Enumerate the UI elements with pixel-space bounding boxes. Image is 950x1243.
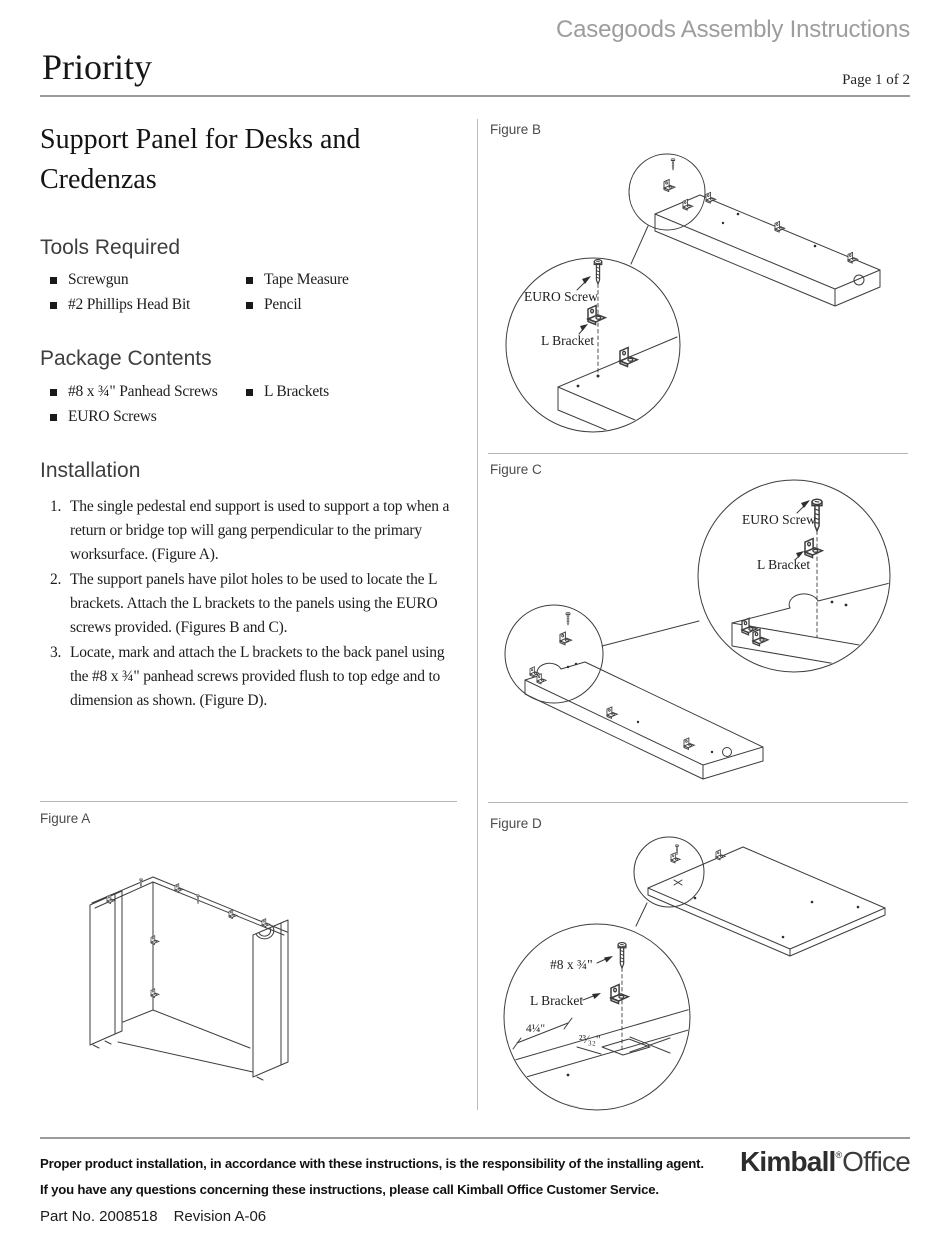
figure-c-drawing xyxy=(480,455,910,800)
revision: Revision A-06 xyxy=(173,1208,267,1225)
installation-step xyxy=(50,641,450,713)
dimension-major-label: 4¼" xyxy=(526,1023,546,1035)
step-number: 2. xyxy=(50,571,62,588)
figure-b-drawing xyxy=(480,118,910,450)
l-bracket-icon xyxy=(805,539,822,558)
dimension-minor-label: ²³⁄₃₂" xyxy=(579,1034,601,1046)
list-item-label: Tape Measure xyxy=(264,271,349,288)
figure-d-label: Figure D xyxy=(490,816,542,831)
logo-primary: Kimball xyxy=(740,1146,836,1177)
installation-step xyxy=(50,568,450,640)
list-item-label: Screwgun xyxy=(68,271,129,288)
part-number: Part No. 2008518 xyxy=(40,1208,158,1225)
list-item xyxy=(50,296,246,314)
detail-circle xyxy=(505,605,603,703)
figure-d-drawing xyxy=(480,810,910,1125)
square-bullet-icon xyxy=(50,277,57,284)
tools-required-list xyxy=(50,271,349,314)
square-bullet-icon xyxy=(50,389,57,396)
step-number: 3. xyxy=(50,644,62,661)
detail-circle xyxy=(698,480,890,672)
installation-step xyxy=(50,495,450,567)
euro-screw-icon xyxy=(566,612,570,625)
l-bracket-icon xyxy=(706,192,716,203)
part-number-line xyxy=(40,1208,266,1225)
panhead-screw-icon xyxy=(675,844,678,855)
screw-size-label: #8 x ¾" xyxy=(550,957,593,972)
list-item xyxy=(50,408,246,426)
screw-icon xyxy=(197,894,200,904)
registered-mark-icon: ® xyxy=(835,1150,843,1160)
l-bracket-icon xyxy=(560,632,572,645)
tools-required-heading: Tools Required xyxy=(40,236,181,259)
figure-b-label: Figure B xyxy=(490,122,542,137)
l-bracket-icon xyxy=(151,936,159,945)
l-bracket-icon xyxy=(151,989,159,998)
l-bracket-label: L Bracket xyxy=(541,333,595,348)
list-item-label: #8 x ¾" Panhead Screws xyxy=(68,383,218,400)
package-contents-list xyxy=(50,383,329,426)
euro-screw-icon xyxy=(671,158,675,170)
column-divider xyxy=(477,119,478,1110)
header-rule xyxy=(40,95,910,97)
figure-c-rule xyxy=(488,453,908,454)
l-bracket-icon xyxy=(262,919,270,928)
l-bracket-icon xyxy=(175,884,183,893)
l-bracket-icon xyxy=(620,348,637,367)
product-line-title: Priority xyxy=(42,47,153,87)
l-bracket-icon xyxy=(683,199,693,210)
l-bracket-icon xyxy=(684,738,694,749)
square-bullet-icon xyxy=(246,277,253,284)
l-bracket-icon xyxy=(588,306,605,325)
list-item xyxy=(246,383,329,401)
list-item xyxy=(246,296,349,314)
figure-d-rule xyxy=(488,802,908,803)
euro-screw-icon xyxy=(594,260,602,284)
l-bracket-label: L Bracket xyxy=(757,557,811,572)
l-bracket-label: L Bracket xyxy=(530,993,584,1008)
square-bullet-icon xyxy=(50,414,57,421)
footer-disclaimer xyxy=(40,1151,704,1203)
document-type-title: Casegoods Assembly Instructions xyxy=(556,16,910,43)
page-number: Page 1 of 2 xyxy=(842,72,910,88)
step-text: The single pedestal end support is used to support a top when a return or bridge top will gang perpendicular to the primary worksurface. (Figure A). xyxy=(70,498,450,563)
list-item xyxy=(246,271,349,289)
l-bracket-icon xyxy=(607,707,617,718)
l-bracket-icon xyxy=(664,179,675,191)
logo-secondary: Office xyxy=(842,1146,910,1177)
step-text: Locate, mark and attach the L brackets to the back panel using the #8 x ¾" panhead screws provided flush to top edge and to dimension as shown. (Figure D). xyxy=(70,644,445,709)
l-bracket-icon xyxy=(848,252,858,263)
square-bullet-icon xyxy=(246,302,253,309)
l-bracket-icon xyxy=(671,853,680,863)
kimball-office-logo xyxy=(740,1146,910,1178)
step-number: 1. xyxy=(50,498,62,515)
l-bracket-icon xyxy=(775,221,785,232)
list-item-label: EURO Screws xyxy=(68,408,157,425)
l-bracket-icon xyxy=(753,629,768,646)
step-text: The support panels have pilot holes to be used to locate the L brackets. Attach the L brackets to the panels using the EURO screws provided. (Figures B and C). xyxy=(70,571,438,636)
list-item xyxy=(50,383,246,401)
panhead-screw-icon xyxy=(618,943,626,968)
list-item-label: L Brackets xyxy=(264,383,329,400)
disclaimer-line-2: If you have any questions concerning these instructions, please call Kimball Office Customer Service. xyxy=(40,1182,659,1197)
footer-rule xyxy=(40,1137,910,1139)
page-title: Support Panel for Desks and Credenzas xyxy=(40,124,361,195)
installation-heading: Installation xyxy=(40,459,141,482)
square-bullet-icon xyxy=(246,389,253,396)
l-bracket-icon xyxy=(611,985,628,1004)
list-item-label: Pencil xyxy=(264,296,302,313)
euro-screw-label: EURO Screw xyxy=(742,512,816,527)
figure-a-rule xyxy=(40,801,457,802)
euro-screw-label: EURO Screw xyxy=(524,289,598,304)
square-bullet-icon xyxy=(50,302,57,309)
figure-c-label: Figure C xyxy=(490,462,542,477)
l-bracket-icon xyxy=(537,674,546,684)
list-item xyxy=(50,271,246,289)
disclaimer-line-1: Proper product installation, in accordance with these instructions, is the responsibility of the installing agent. xyxy=(40,1156,704,1171)
figure-a-label: Figure A xyxy=(40,811,91,826)
installation-steps xyxy=(50,495,450,714)
list-item-label: #2 Phillips Head Bit xyxy=(68,296,191,313)
figure-a-drawing xyxy=(35,828,465,1120)
package-contents-heading: Package Contents xyxy=(40,347,212,370)
